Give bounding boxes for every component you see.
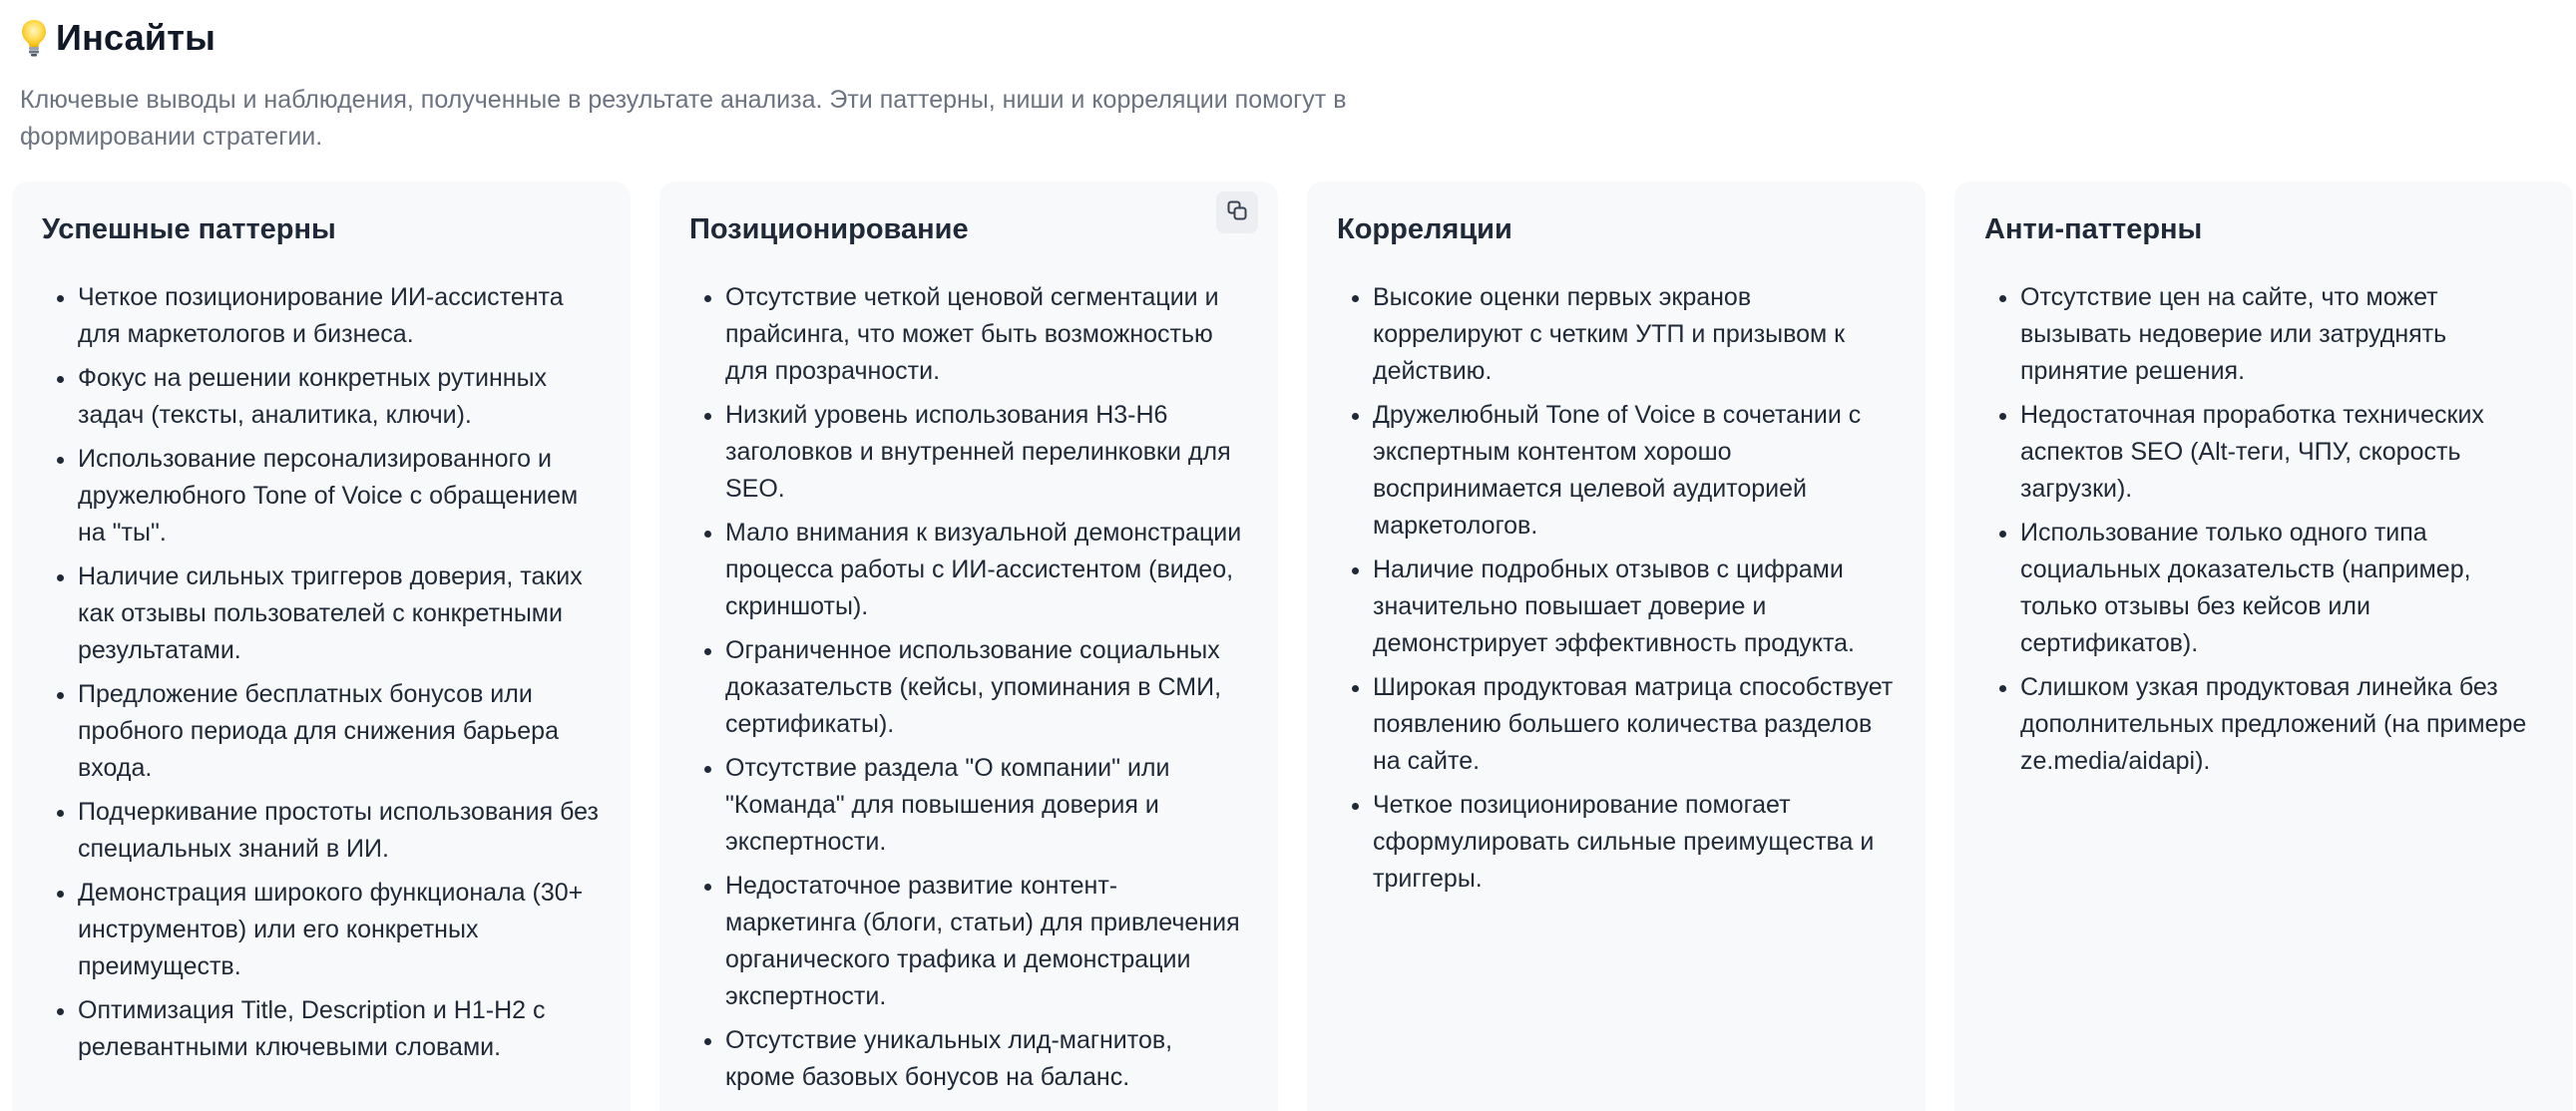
list-item: • Фокус на решении конкретных рутинных задач (тексты, аналитика, ключи). <box>78 360 601 434</box>
insight-list <box>42 279 601 1066</box>
list-item: • Оптимизация Title, Description и H1-H2 с релевантными ключевыми словами. <box>78 992 601 1066</box>
list-item: • Мало внимания к визуальной демонстрации процесса работы с ИИ-ассистентом (видео, скриншоты). <box>725 515 1248 625</box>
list-item: • Наличие сильных триггеров доверия, таких как отзывы пользователей с конкретными результатами. <box>78 558 601 669</box>
list-item: • Наличие подробных отзывов с цифрами значительно повышает доверие и демонстрирует эффективность продукта. <box>1373 552 1896 662</box>
copy-icon <box>1226 199 1248 226</box>
list-item: • Отсутствие уникальных лид-магнитов, кроме базовых бонусов на баланс. <box>725 1022 1248 1096</box>
list-item: • Отсутствие четкой ценовой сегментации и прайсинга, что может быть возможностью для прозрачности. <box>725 279 1248 390</box>
page-title: Инсайты <box>56 17 216 58</box>
list-item: • Демонстрация широкого функционала (30+ инструментов) или его конкретных преимуществ. <box>78 875 601 985</box>
copy-button[interactable] <box>1216 191 1258 233</box>
list-item: • Четкое позиционирование ИИ-ассистента для маркетологов и бизнеса. <box>78 279 601 353</box>
list-item: • Использование только одного типа социальных доказательств (например, только отзывы без кейсов или сертификатов). <box>2020 515 2543 662</box>
list-item: • Отсутствие цен на сайте, что может вызывать недоверие или затруднять принятие решения. <box>2020 279 2543 390</box>
card-title: Успешные паттерны <box>42 213 336 245</box>
insight-cards <box>12 182 2573 1111</box>
list-item: • Дружелюбный Tone of Voice в сочетании с экспертным контентом хорошо воспринимается целевой аудиторией маркетологов. <box>1373 397 1896 545</box>
list-item: • Недостаточное развитие контент-маркетинга (блоги, статьи) для привлечения органического трафика и демонстрации экспертности. <box>725 868 1248 1015</box>
card-title: Позиционирование <box>689 213 969 245</box>
list-item: • Использование персонализированного и дружелюбного Tone of Voice с обращением на "ты". <box>78 441 601 552</box>
insight-list <box>1984 279 2543 780</box>
card-anti-patterns <box>1954 182 2573 1111</box>
list-item: • Четкое позиционирование помогает сформулировать сильные преимущества и триггеры. <box>1373 787 1896 898</box>
page-subtitle: Ключевые выводы и наблюдения, полученные в результате анализа. Эти паттерны, ниши и корреляции помогут в формировании стратегии. <box>20 86 1347 151</box>
list-item: • Низкий уровень использования H3-H6 заголовков и внутренней перелинковки для SEO. <box>725 397 1248 508</box>
card-title: Анти-паттерны <box>1984 213 2203 245</box>
lightbulb-icon <box>20 18 48 58</box>
list-item: • Подчеркивание простоты использования без специальных знаний в ИИ. <box>78 794 601 868</box>
insight-list <box>689 279 1248 1096</box>
card-correlations <box>1307 182 1926 1111</box>
insights-header <box>12 0 2564 156</box>
list-item: • Предложение бесплатных бонусов или пробного периода для снижения барьера входа. <box>78 676 601 787</box>
list-item: • Ограниченное использование социальных доказательств (кейсы, упоминания в СМИ, сертификаты). <box>725 632 1248 743</box>
list-item: • Слишком узкая продуктовая линейка без дополнительных предложений (на примере ze.media/aidapi). <box>2020 669 2543 780</box>
list-item: • Отсутствие раздела "О компании" или "Команда" для повышения доверия и экспертности. <box>725 750 1248 861</box>
title-row <box>20 14 2556 62</box>
card-title: Корреляции <box>1337 213 1512 245</box>
list-item: • Недостаточная проработка технических аспектов SEO (Alt-теги, ЧПУ, скорость загрузки). <box>2020 397 2543 508</box>
card-positioning <box>659 182 1278 1111</box>
list-item: • Широкая продуктовая матрица способствует появлению большего количества разделов на сайте. <box>1373 669 1896 780</box>
list-item: • Высокие оценки первых экранов коррелируют с четким УТП и призывом к действию. <box>1373 279 1896 390</box>
insight-list <box>1337 279 1896 898</box>
card-successful-patterns <box>12 182 631 1111</box>
